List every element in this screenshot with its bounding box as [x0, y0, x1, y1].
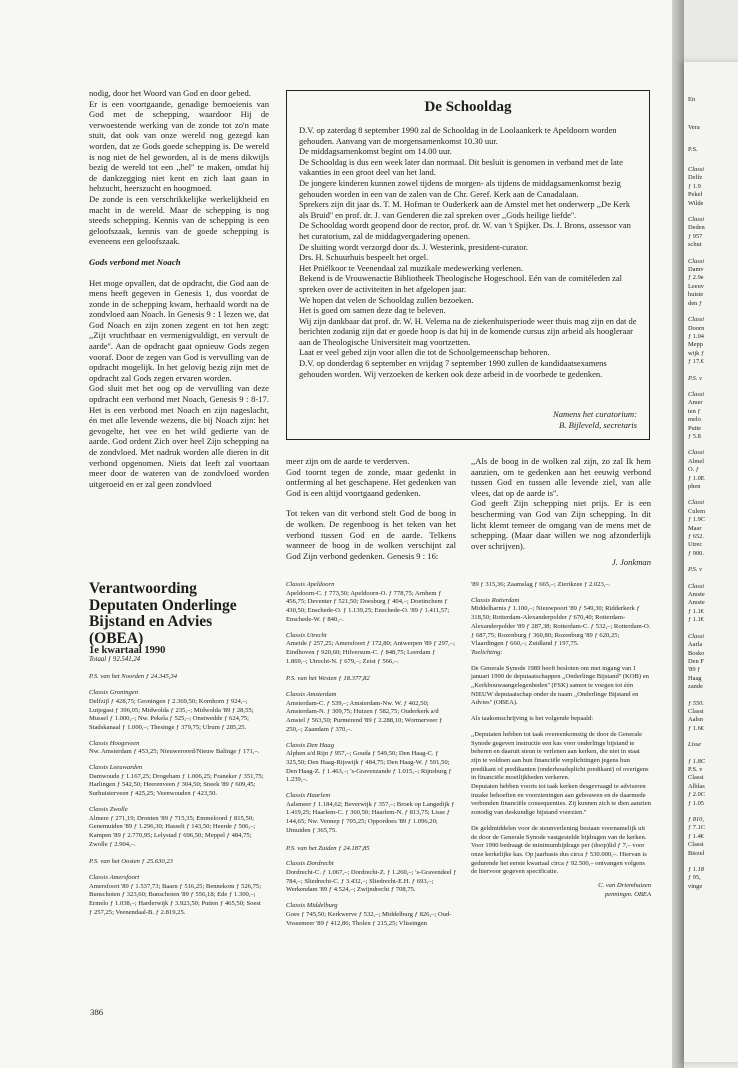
article-column-right	[471, 456, 651, 568]
contribution-list: Damwoude ƒ 1.167,25; Drogeham ƒ 1.006,25; Franeker ƒ 351,75; Harlingen ƒ 542,50; Heerenveen ƒ 304,50; Sneek '89 ƒ 609,45; Surhuisterveen ƒ 425,25; Veenwouden ƒ 423,50.	[89, 772, 264, 798]
facing-line: P.S. v	[688, 566, 702, 574]
facing-line: ƒ 5.8	[688, 432, 701, 440]
classis-heading: Classis Amsterdam	[286, 691, 337, 699]
facing-line: Maar	[688, 524, 702, 532]
paragraph: God sluit met het oog op de vervulling van deze opdracht een verbond met Noach, Genesis 9 : 8-17. Het is een verbond met Noach en zijn nageslacht, én met alle levende wezens, die bij Noach zijn: het gevogelte, het vee en het wild gedierte van de aarde. God ordent Zich over heel Zijn schepping na de zondvloed. Met nadruk worden alle dieren in dit verbond opgenomen. Niets dat leeft zal voortaan meer door de wateren van de zondvloed worden uitgeroeid en er zal geen zondvloed	[89, 383, 269, 489]
facing-line: Alblas	[688, 782, 705, 790]
facing-line: Doorn	[688, 324, 705, 332]
box-line: Het Pniëlkoor te Veenendaal zal muzikale medewerking verlenen.	[299, 262, 524, 273]
box-line: Bekend is de Vrouwenactie Bibliotheek Theologische Hogeschool. Eén van de comitéleden zal spreken over de activiteiten in het afgelopen jaar.	[299, 273, 623, 294]
verantwoording-subtitle: 1e kwartaal 1990	[89, 645, 166, 656]
facing-line: Den F	[688, 657, 704, 665]
facing-line: Pekel	[688, 191, 703, 199]
classis-heading: Classis Apeldoorn	[286, 581, 335, 588]
facing-line: ƒ 1.8C	[688, 757, 706, 765]
paragraph: De zonde is een verschrikkelijke werkelijkheid en macht in de wereld. Maar de schepping is nog steeds schepping. Kennis van de schepping is een geloofszaak, kennis van de goede schepping is eveneens een geloofszaak.	[89, 193, 269, 247]
facing-line: ƒ 1.18	[688, 866, 704, 874]
facing-line: Damv	[688, 266, 704, 274]
verantwoording-total: Totaal ƒ 92.541,24	[89, 655, 141, 663]
facing-line: Almel	[688, 457, 704, 465]
classis-heading: Classis Groningen	[89, 689, 139, 697]
contribution-list: Ameide ƒ 257,25; Amersfoort ƒ 172,80; Antwerpen '89 ƒ 297,–; Eindhoven ƒ 920,60; Hilversum-C. ƒ 848,75; Leerdam ƒ 1.869,–; Utrecht-N. ƒ 679,–; Zeist ƒ 566,–.	[286, 640, 455, 665]
explanation-paragraph: De Generale Synode 1989 heeft besloten om met ingang van 1 januari 1990 de deputaatschappen ,,Onderlinge Bijstand'' (KOB) en ,,Kerkbouwaangelegenheden'' (FSK) samen te voegen tot één NIEUW deputaatschap onder de naam ,,Onderlinge Bijstand en Advies'' (OBEA).	[471, 664, 649, 707]
region-total: P.S. van het Westen ƒ 18.377,82	[286, 675, 370, 683]
box-line: D.V. op donderdag 6 september en vrijdag 7 september 1990 zullen de kandidaatsexamens gehouden worden. Wij verzoeken de kerken ook deze arbeid in de voorbede te gedenken.	[299, 358, 607, 379]
paragraph: Het moge opvallen, dat de opdracht, die God aan de mens heeft gegeven in Genesis 1, dus voordat de zonde in de schepping kwam, herhaald wordt na de zondvloed aan Noach. In Genesis 9 : 1 lezen we, dat God Noach en zijn zonen zegent en tot hen zegt: ,,Zijt vruchtbaar en vermenigvuldigt, en vervult de aarde''. Aan de opdracht gaat opnieuw Gods zegen vooraf. Door de zegen van God is vervulling van de opdracht mogelijk. In het gelovig bezig zijn met de opdracht zal Gods zegen ervaren worden.	[89, 277, 269, 383]
facing-line: Aalsn	[688, 716, 703, 724]
classis-heading: Classis Dordrecht	[286, 860, 334, 868]
facing-line: Leeuv	[688, 282, 704, 290]
toelichting-heading: Toelichting:	[471, 648, 503, 656]
facing-line: Wilde	[688, 199, 704, 207]
facing-line: Mepp	[688, 341, 703, 349]
classis-heading: Classis Utrecht	[286, 631, 327, 639]
facing-line: Classi	[688, 316, 704, 324]
box-line: De Schooldag is dus een week later dan normaal. Dit besluit is genomen in verband met de late vakanties in een groot deel van het land.	[299, 156, 623, 178]
facing-line: ƒ 1.4€	[688, 832, 704, 840]
facing-line: Biezel	[688, 849, 705, 857]
contribution-list: Apeldoorn-C. ƒ 773,50; Apeldoorn-O. ƒ 778,75; Arnhem ƒ 456,75; Deventer ƒ 521,50; Doesburg ƒ 404,–; Doetinchem ƒ 430,50; Enschede-O. ƒ 1.139,25; Enschede-O. '89 ƒ 1.411,57; Enschede-W. ƒ 840,–.	[286, 589, 450, 623]
contribution-list: Middelharnis ƒ 1.100,–; Nieuwpoort '89 ƒ 549,30; Ridderkerk ƒ 318,50; Rotterdam-Alexanderpolder ƒ 670,40; Rotterdam-Alexanderpolder '89 ƒ 287,38; Rotterdam-C. ƒ 532,–; Rotterdam-O. ƒ 687,75; Rozenburg ƒ 360,80; Rozenburg '89 ƒ 620,25; Vlaardingen ƒ 660,–; Zuidland ƒ 197,75.	[471, 605, 651, 648]
facing-line: Classi	[688, 449, 704, 457]
facing-line: Amste	[688, 591, 705, 599]
verantwoording-title: Verantwoording Deputaten Onderlinge Bijstand en Advies (OBEA)	[89, 580, 237, 647]
facing-line: ƒ 1.6€	[688, 724, 704, 732]
facing-line: schut	[688, 241, 702, 249]
classis-heading: Classis Rotterdam	[471, 596, 520, 604]
facing-line: ƒ 550.	[688, 699, 704, 707]
facing-line: ten ƒ	[688, 407, 701, 415]
treasurer-role: penningm. OBEA	[604, 890, 651, 898]
facing-line: vinge	[688, 882, 703, 890]
facing-line: Haag	[688, 674, 702, 682]
facing-line: Amste	[688, 599, 705, 607]
facing-line: Classi	[688, 257, 704, 265]
facing-line: Classi	[688, 390, 704, 398]
verantwoording-column-2	[286, 581, 458, 928]
contribution-list: '89 ƒ 315,36; Zaamslag ƒ 665,–; Zierikzee ƒ 2.023,–.	[471, 581, 611, 588]
box-line: Laat er veel gebed zijn voor allen die tot de Schoolgemeenschap behoren.	[299, 347, 550, 358]
paragraph: nodig, door het Woord van God en door gebed.	[89, 88, 251, 98]
facing-line: melo	[688, 416, 701, 424]
facing-line: Classi	[688, 216, 704, 224]
facing-line: Classi	[688, 841, 704, 849]
contribution-list: Delfzijl ƒ 428,75; Groningen ƒ 2.369,50; Kornhorn ƒ 924,–; Lutjegast ƒ 396,05; Midwolda ƒ 235,–; Midwolda '89 ƒ 28,55; Mussel ƒ 1.000,–; Nw. Pekela ƒ 525,–; Onstwedde ƒ 624,75; Stadskanaal ƒ 1.000,–; Thesinge ƒ 379,75; Ulrum ƒ 285,25.	[89, 697, 254, 731]
facing-line: zande	[688, 683, 703, 691]
facing-line: '89 ƒ	[688, 666, 701, 674]
classis-heading: Classis Amersfoort	[89, 874, 140, 882]
paragraph: God toornt tegen de zonde, maar gedenkt in ontferming al het geschapene. Het gedenken van God is een altijd voortgaand gedenken.	[286, 466, 456, 498]
box-title: De Schooldag	[424, 99, 512, 115]
facing-line: ƒ 2.0C	[688, 791, 706, 799]
classis-heading: Classis Den Haag	[286, 741, 334, 749]
facing-line: Lisse	[688, 741, 702, 749]
contribution-list: Amersfoort '89 ƒ 1.537,73; Baarn ƒ 516,25; Bennekom ƒ 526,75; Bunschoten ƒ 323,60; Bunschoten '89 ƒ 556,18; Ede ƒ 1.300,–; Ermelo ƒ 1.038,–; Harderwijk ƒ 3.923,50; Putten ƒ 465,50; Soest ƒ 257,25; Veenendaal-B. ƒ 2.819,25.	[89, 882, 262, 916]
facing-line: Delfz	[688, 174, 703, 182]
facing-line: P.S. v	[688, 374, 702, 382]
contribution-list: Nw. Amsterdam ƒ 453,25; Nieuweroord/Nieuw Balinge ƒ 171,–.	[89, 748, 260, 756]
classis-heading: Classis Middelburg	[286, 902, 338, 910]
facing-line: Deden	[688, 224, 705, 232]
box-line: De middagsamenkomst begint om 14.00 uur.	[299, 146, 452, 157]
facing-line: ƒ 1.0E	[688, 474, 705, 482]
box-line: Wij zijn dankbaar dat prof. dr. W. H. Velema na de ziekenhuisperiode weer thuis mag zijn en dat de berichten zodanig zijn dat er goede hoop is dat hij in de komende cursus zijn arbeid als hoogleraar aan de Theologische Universiteit mag voortzetten.	[299, 315, 637, 347]
article-column-middle	[286, 456, 456, 561]
treasurer-name: C. van Driemhuizen	[598, 882, 651, 890]
section-heading: Gods verbond met Noach	[89, 256, 181, 267]
classis-heading: Classis Haarlem	[286, 792, 331, 800]
paragraph: ,,Als de boog in de wolken zal zijn, zo zal Ik hem aanzien, om te gedenken aan het eeuwig verbond tussen God en tussen alle levende ziel, van alle vlees, dat op de aarde is''.	[471, 456, 651, 498]
facing-line: ƒ 2.9e	[688, 274, 704, 282]
facing-line: wijk ƒ	[688, 349, 705, 357]
box-body	[299, 125, 639, 379]
facing-page-text: Vera	[688, 124, 700, 131]
verantwoording-column-1	[89, 581, 265, 918]
box-line: We hopen dat velen de Schooldag zullen bezoeken.	[299, 294, 474, 305]
signature-line: Namens het curatorium:	[552, 409, 637, 420]
facing-line: Classi	[688, 774, 704, 782]
facing-page-text: En	[688, 96, 696, 103]
box-line: De sluiting wordt verzorgd door ds. J. Westerink, president-curator.	[299, 241, 528, 252]
author-name: J. Jonkman	[611, 557, 651, 568]
facing-line: ƒ 1.1€	[688, 616, 704, 624]
box-line: D.V. op zaterdag 8 september 1990 zal de Schooldag in de Loolaankerk te Apeldoorn worden gehouden. Aanvang van de morgensamenkomst 10.30 uur.	[299, 125, 617, 146]
facing-line: ƒ 7.1C	[688, 824, 706, 832]
classis-heading: Classis Zwolle	[89, 805, 128, 813]
facing-line: ƒ 1.05	[688, 799, 704, 807]
facing-line: ƒ 810,	[688, 816, 704, 823]
box-line: Het is goed om samen deze dag te beleven.	[299, 305, 446, 316]
facing-line: ƒ 1.1€	[688, 607, 704, 615]
facing-line: Putte	[688, 424, 702, 432]
facing-line: P.S. v	[688, 765, 703, 773]
classis-heading: Classis Hoogeveen	[89, 739, 140, 747]
region-total: P.S. van het Oosten ƒ 25.630,23	[89, 858, 173, 866]
contribution-list: Almere ƒ 271,19; Dronten '89 ƒ 715,35; Emmeloord ƒ 815,50; Genemuiden '89 ƒ 1.296,30; Hasselt ƒ 143,50; Heerde ƒ 506,–; Kampen '89 ƒ 2.770,95; Lelystad ƒ 696,50; Meppel ƒ 484,75; Zwolle ƒ 2.904,–.	[89, 814, 256, 848]
facing-line: huiste	[688, 291, 704, 299]
facing-line: Culem	[688, 507, 706, 515]
facing-line: Utrec	[688, 541, 703, 549]
contribution-list: Goes ƒ 745,50; Kerkwerve ƒ 532,–; Middelburg ƒ 826,–; Oud-Vossemeer '89 ƒ 412,86; Tholen ƒ 215,25; Vlissingen	[286, 910, 452, 927]
contribution-list: Dordrecht-C. ƒ 1.067,–; Dordrecht-Z. ƒ 1.260,–; 's-Gravendeel ƒ 784,–; Sliedrecht-C. ƒ 3.432,–; Sliedrecht-E.H. ƒ 693,–; Werkendam '89 ƒ 4.524,–; Zwijndrecht ƒ 708,75.	[286, 868, 457, 894]
box-line: De Schooldag wordt geopend door de rector, prof. dr. W. van 't Spijker. Ds. J. Brons, assessor van het curatorium, zal de middagvergadering openen.	[299, 220, 631, 241]
explanation-paragraph: Als taakomschrijving is het volgende bepaald:	[471, 715, 594, 723]
box-line: Drs. H. Schuurhuis bespeelt het orgel.	[299, 252, 429, 263]
contribution-list: Amsterdam-C. ƒ 539,–; Amsterdam-Nw. W. ƒ 402,50; Amsterdam-N. ƒ 309,75; Huizen ƒ 582,75; Ouderkerk a/d Amstel ƒ 563,50; Purmerend '89 ƒ 2.288,10; Wormerveer ƒ 250,–; Zaandam ƒ 370,–.	[286, 699, 443, 733]
facing-line: ƒ 95,	[688, 874, 701, 882]
explanation-paragraph: Deputaten hebben voorts tot taak kerken desgevraagd te adviseren inzake behoeften en voorzieningen aan gebouwen en de daarmede verbonden financiële consequenties. Zij kunnen zich te dien aanzien zonodig van deskundige bijstand voorzien.''	[471, 783, 651, 817]
facing-line: Classi	[688, 582, 704, 590]
explanation-paragraph: ,,Deputaten hebben tot taak overeenkomstig de door de Generale Synode gegeven instructie een kas voor onderlinge bijstand te beheren en daaruit steun te verlenen aan kerken, die niet in staat zijn te voldoen aan hun financiële verplichtingen jegens hun predikant of predikanten (onderhoudsplicht predikant) of overigens in financiële moeilijkheden verkeren.	[471, 730, 649, 782]
facing-page-lines	[688, 166, 738, 891]
facing-line: Amer	[688, 399, 703, 407]
verantwoording-column-3	[471, 581, 651, 900]
region-total: P.S. van het Zuiden ƒ 24.187,85	[286, 844, 370, 852]
paragraph: Tot teken van dit verbond stelt God de boog in de wolken. De regenboog is het teken van het verbond tussen God en de aarde. Telkens wanneer de boog in de wolken verschijnt zal God Zijn verbond gedenken. Genesis 9 : 16:	[286, 508, 456, 561]
facing-line: ƒ 900.	[688, 549, 704, 557]
paragraph: Er is een voortgaande, genadige bemoeienis van God met de schepping, waardoor Hij de verwoestende werking van de zonde tot zo'n mate stuit, dat ook van onze wereld nog gezegd kan worden, dat ze Gods goede schepping is. De wereld is nog niet de hel geworden, al is de mens dikwijls bezig de wereld tot een ,,hel'' te maken, omdat hij de dankzegging niet kent en zich laat gaan in hebzucht, heerszucht en hoogmoed.	[89, 98, 269, 194]
facing-line: phen	[688, 483, 701, 490]
facing-line: Classi	[688, 632, 704, 640]
facing-line: Bosko	[688, 649, 705, 657]
paragraph: God geeft Zijn schepping niet prijs. Er is een bescherming van God van Zijn schepping. In dit licht klemt temeer de omgang van de mens met de schepping. (Maar daar willen we nog afzonderlijk over schrijven).	[471, 498, 651, 551]
facing-line: den ƒ	[688, 299, 703, 307]
facing-line: ƒ 957	[688, 232, 703, 240]
facing-line: ƒ 1.9	[688, 182, 701, 190]
facing-page-edge	[684, 62, 738, 1062]
signature-name: B. Bijleveld, secretaris	[559, 420, 637, 431]
paragraph: meer zijn om de aarde te verderven.	[286, 456, 410, 466]
facing-line: Classi	[688, 707, 704, 715]
contribution-list: Aalsmeer ƒ 1.184,62; Beverwijk ƒ 357,–; Broek op Langedijk ƒ 1.419,25; Haarlem-C. ƒ 360,50; Haarlem-N. ƒ 813,75; Lisse ƒ 144,65; Nw. Vennep ƒ 705,25; Oppordoes '89 ƒ 1.096,20; IJmuiden ƒ 365,75.	[286, 800, 455, 834]
box-line: Sprekers zijn dit jaar ds. T. M. Hofman te Ouderkerk aan de Amstel met het onderwerp ,,De Kerk als Bruid'' en prof. dr. J. van Genderen die zal spreken over ,,Gods heilige liefde''.	[299, 199, 631, 220]
page-number: 386	[90, 1007, 104, 1017]
facing-line: Classi	[688, 166, 704, 173]
facing-line: Classi	[688, 499, 704, 507]
facing-line: ƒ 652.	[688, 533, 704, 541]
box-line: De jongere kinderen kunnen zowel tijdens de morgen- als tijdens de middagsamenkomst bezig gehouden worden in een van de zalen van de Chr. Geref. Kerk aan de Canadalaan.	[299, 177, 621, 199]
article-column-left	[89, 88, 269, 489]
facing-line: ƒ 1.9C	[688, 516, 706, 524]
facing-page-text: P.S.	[688, 146, 698, 153]
facing-line: O. ƒ	[688, 466, 700, 474]
region-total: P.S. van het Noorden ƒ 24.345,34	[89, 673, 178, 681]
contribution-list: Alphen a/d Rijn ƒ 957,–; Gouda ƒ 549,50; Den Haag-C. ƒ 325,50; Den Haag-Rijswijk ƒ 484,75; Den Haag-W. ƒ 591,50; Den Haag-Z. ƒ 1.463,–; 's-Gravenzande ƒ 1.015,–; Rijnsburg ƒ 1.239,–.	[286, 750, 452, 784]
book-gutter	[672, 0, 684, 1068]
schooldag-box	[286, 90, 650, 440]
box-signature	[553, 409, 637, 431]
explanation-paragraph: De geldmiddelen voor de steunverlening bestaan voornamelijk uit de door de Generale Synode vastgestelde bijdragen van de kerken. Voor 1990 bedraagt de minimumbijdrage per (doop)lid ƒ 7,– voor onze kerkelijke kas. Op jaarbasis dus circa ƒ 530.000,–. Hiervan is gedurende het eerste kwartaal circa ƒ 92.500,– ontvangen volgens de hiervoor gegeven specificatie.	[471, 824, 647, 876]
classis-heading: Classis Leeuwarden	[89, 764, 143, 772]
facing-line: Aarla	[688, 641, 703, 649]
facing-line: ƒ 1.04	[688, 332, 704, 340]
facing-line: ƒ 17.€	[688, 358, 704, 366]
